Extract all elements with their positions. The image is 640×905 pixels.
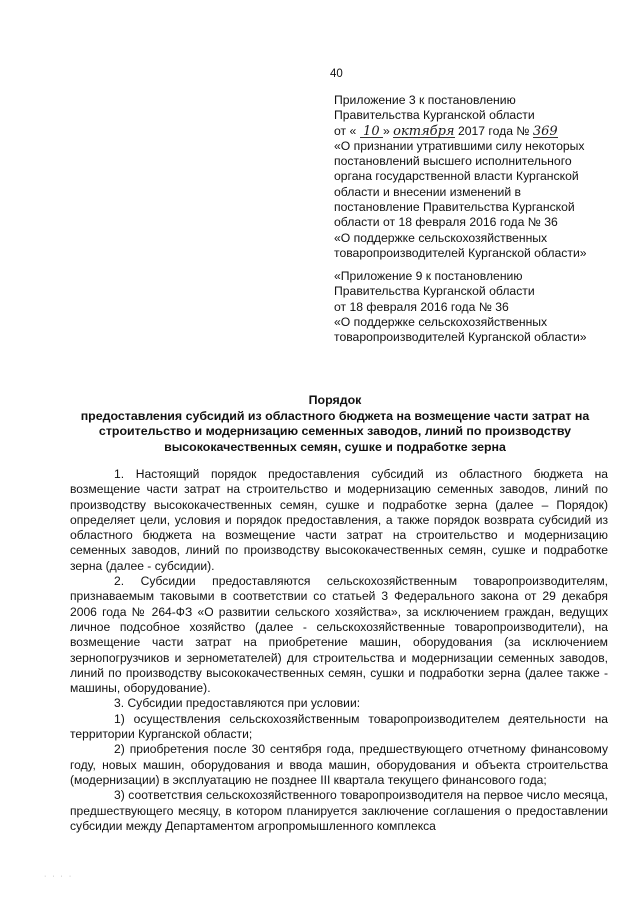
appendix-9-line: «О поддержке сельскохозяйственных [334, 314, 548, 329]
paragraph-1: 1. Настоящий порядок предоставления субсидий из областного бюджета на возмещение части затрат на строительство и модернизацию семенных заводов, линий по производству высококачественных семян, сушке и подработке зерна (далее – Порядок) определяет цели, условия и порядок предоставления, а также порядок возврата субсидий из областного бюджета на возмещение части затрат на строительство и модернизацию семенных заводов, линий по производству высококачественных семян, сушке и подработке зерна (далее - субсидии). [70, 467, 608, 573]
number-field [533, 124, 558, 139]
handwritten-number: 369 [532, 123, 558, 139]
appendix-3-title-line: товаропроизводителей Курганской области» [334, 245, 587, 260]
appendix-3-line-2: Правительства Курганской области [334, 108, 535, 123]
paragraph-3: 3. Субсидии предоставляются при условии: [114, 696, 361, 711]
condition-3: 3) соответствия сельскохозяйственного товаропроизводителя на первое число месяца, предшествующего месяцу, в котором планируется заключение соглашения о предоставлении субсидии между Департаментом агропромышленного комплекса [70, 788, 608, 833]
paragraph-2: 2. Субсидии предоставляются сельскохозяйственным товаропроизводителям, признаваемым таковыми в соответствии со статьей 3 Федерального закона от 29 декабря 2006 года № 264-ФЗ «О развитии сельского хозяйства», за исключением граждан, ведущих личное подсобное хозяйство (далее - сельскохозяйственные товаропроизводители), на возмещение части затрат на приобретение машин, оборудования (за исключением зернопогрузчиков и зернометателей) для строительства и модернизации семенных заводов, линий по производству высококачественных семян, сушки и подработки зерна (далее также - машины, оборудование). [70, 574, 608, 696]
appendix-3-title-line: органа государственной власти Курганской [334, 169, 579, 184]
appendix-3-title-line: области и внесении изменений в [334, 184, 522, 199]
day-field [360, 124, 383, 139]
scan-artifact: · · · · [44, 873, 74, 880]
year-text: 2017 года № [457, 123, 530, 138]
appendix-9-line: «Приложение 9 к постановлению [334, 269, 523, 283]
document-heading [70, 393, 600, 455]
appendix-3-title-line: постановлений высшего исполнительного [334, 154, 572, 169]
appendix-3-line-1: Приложение 3 к постановлению [334, 93, 516, 107]
date-mid: » [382, 123, 390, 138]
appendix-9-line: Правительства Курганской области [334, 284, 535, 299]
appendix-3-title-line: «О признании утратившими силу некоторых [334, 138, 585, 153]
date-prefix: от « [334, 123, 357, 138]
condition-1: 1) осуществления сельскохозяйственным товаропроизводителем деятельности на территории Курганской области; [70, 711, 608, 742]
appendix-3-title-line: постановление Правительства Курганской [334, 200, 575, 215]
heading-title: Порядок [308, 393, 362, 407]
appendix-3-title-line: области от 18 февраля 2016 года № 36 [334, 215, 558, 230]
appendix-3-date-line [334, 124, 606, 139]
document-body [70, 467, 608, 834]
condition-2: 2) приобретения после 30 сентября года, предшествующего отчетному финансовому году, новых машин, оборудования и ввода машин, оборудования и объекта строительства (модернизации) в эксплуатацию не позднее III квартала текущего финансового года; [70, 742, 608, 787]
appendix-9-line: товаропроизводителей Курганской области» [334, 330, 587, 345]
month-field [393, 124, 454, 139]
handwritten-month: октября [393, 123, 455, 139]
appendix-9-header [334, 269, 606, 345]
appendix-9-line: от 18 февраля 2016 года № 36 [334, 299, 509, 314]
heading-subtitle: предоставления субсидий из областного бюджета на возмещение части затрат на строительство и модернизацию семенных заводов, линий по производству высококачественных семян, сушке и подработке зерна [80, 408, 590, 454]
appendix-3-header [334, 93, 606, 261]
handwritten-day: 10 [363, 123, 380, 139]
page-number: 40 [330, 68, 343, 80]
appendix-3-title-line: «О поддержке сельскохозяйственных [334, 230, 548, 245]
